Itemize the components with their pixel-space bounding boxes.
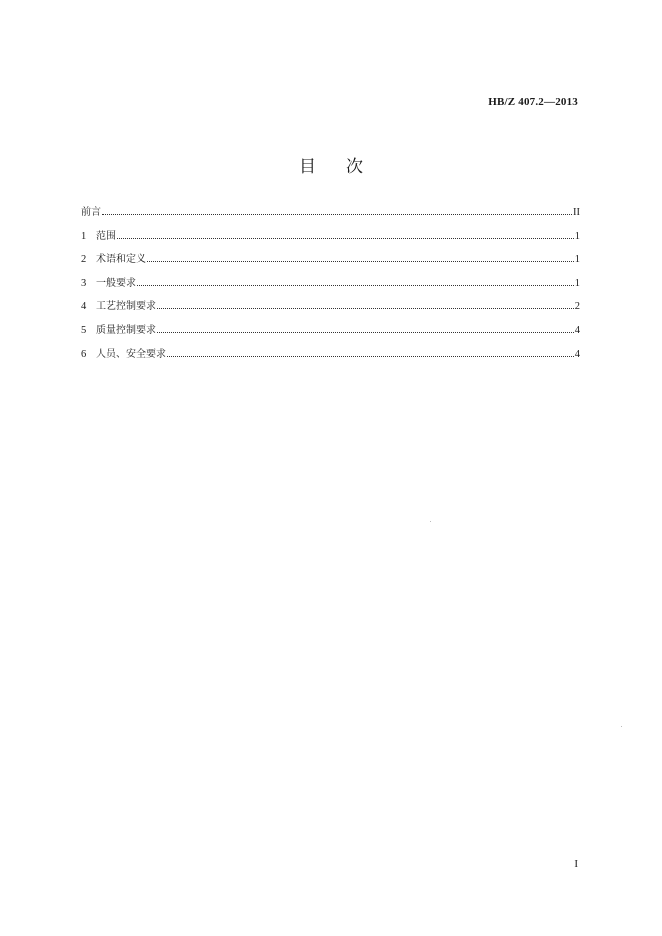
- toc-leader-dots: [157, 308, 574, 309]
- toc-entry-6[interactable]: [81, 347, 580, 371]
- toc-entry-4[interactable]: [81, 299, 580, 323]
- toc-entry-number: 2: [81, 254, 87, 266]
- toc-entry-3[interactable]: [81, 276, 580, 300]
- toc-entry-number: 6: [81, 348, 87, 360]
- toc-entry-number: 5: [81, 324, 87, 336]
- toc-leader-dots: [147, 261, 574, 262]
- toc-entry-page: 1: [574, 230, 580, 242]
- toc-entry-1[interactable]: [81, 229, 580, 253]
- toc-entry-number: 3: [81, 277, 87, 289]
- page-title-left: 目: [299, 157, 316, 177]
- scan-speck: [621, 726, 622, 727]
- toc-leader-dots: [117, 238, 574, 239]
- toc-entry-page: 4: [574, 348, 580, 360]
- toc-entry-5[interactable]: [81, 323, 580, 347]
- toc-leader-dots: [102, 214, 572, 215]
- toc-entry-page: 2: [574, 301, 580, 313]
- toc-entry-label: 人员、安全要求: [96, 348, 166, 360]
- toc-leader-dots: [167, 356, 574, 357]
- toc-entry-foreword[interactable]: [81, 205, 580, 229]
- toc-entry-page: 4: [574, 324, 580, 336]
- toc-entry-2[interactable]: [81, 252, 580, 276]
- page-number: I: [574, 858, 578, 870]
- toc-entry-page: 1: [574, 254, 580, 266]
- toc-entry-label: 术语和定义: [96, 254, 146, 266]
- page-title: [0, 152, 662, 177]
- table-of-contents: [81, 205, 580, 370]
- scan-speck: [430, 521, 431, 522]
- toc-entry-label: 前言: [81, 207, 101, 218]
- toc-entry-page: 1: [574, 277, 580, 289]
- standard-number: HB/Z 407.2—2013: [488, 96, 578, 108]
- toc-entry-label: 质量控制要求: [96, 324, 156, 336]
- toc-entry-number: 4: [81, 301, 87, 313]
- toc-entry-label: 范围: [96, 230, 116, 242]
- toc-entry-page: II: [573, 207, 580, 218]
- toc-leader-dots: [137, 285, 574, 286]
- toc-entry-label: 工艺控制要求: [96, 301, 156, 313]
- toc-leader-dots: [157, 332, 574, 333]
- toc-entry-label: 一般要求: [96, 277, 136, 289]
- toc-entry-number: 1: [81, 230, 87, 242]
- page-title-right: 次: [346, 157, 363, 177]
